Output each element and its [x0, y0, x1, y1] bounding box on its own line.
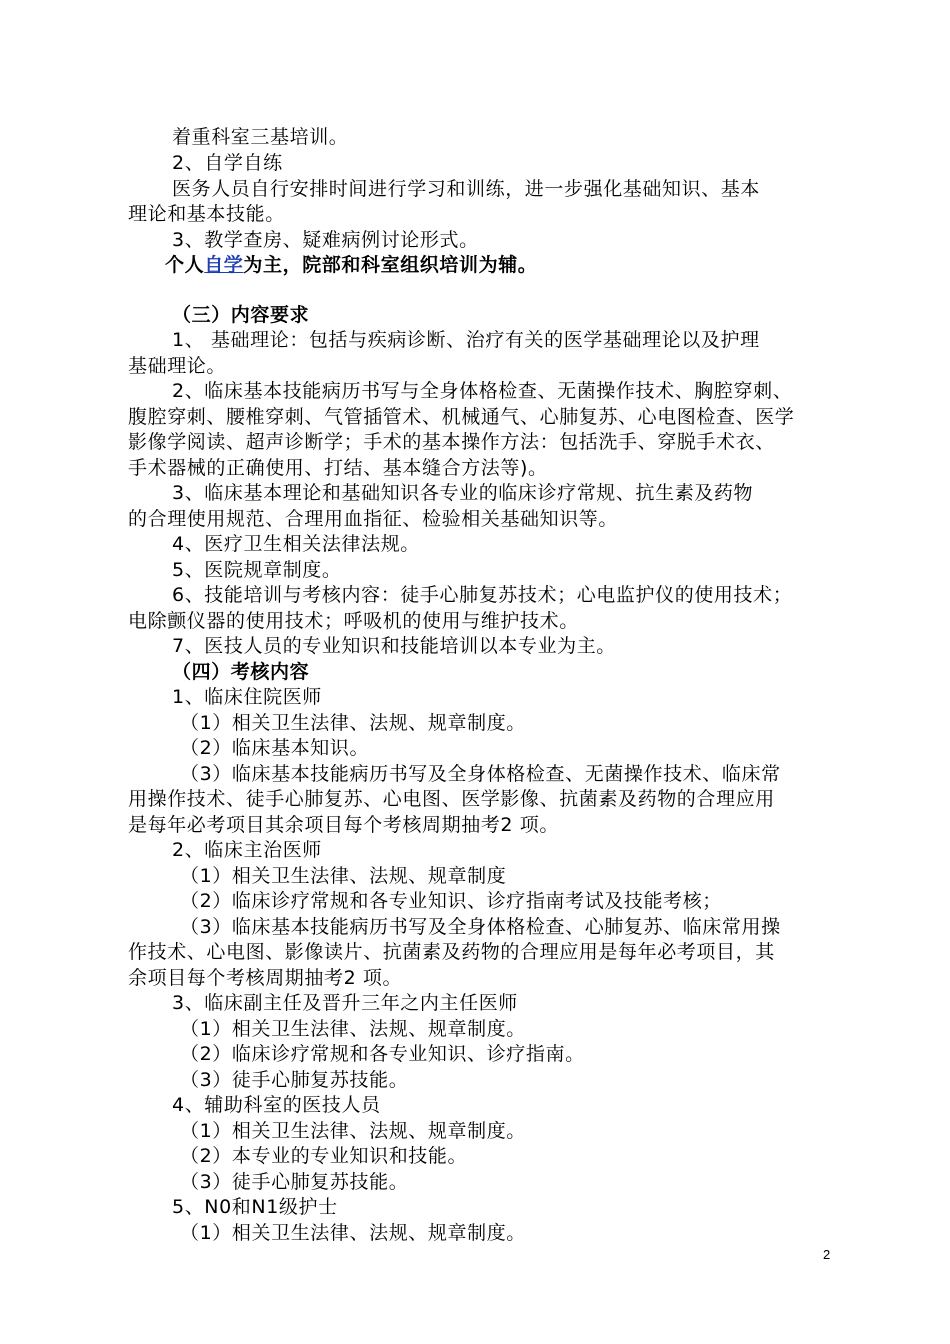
text-line: 1、 基础理论：包括与疾病诊断、治疗有关的医学基础理论以及护理	[172, 329, 760, 351]
text-line: （3）临床基本技能病历书写及全身体格检查、无菌操作技术、临床常	[180, 763, 781, 785]
text-line: （1）相关卫生法律、法规、规章制度	[180, 865, 507, 887]
text-line: （3）徒手心肺复苏技能。	[180, 1171, 409, 1193]
text-line: 着重科室三基培训。	[172, 126, 349, 148]
text-line: （3）徒手心肺复苏技能。	[180, 1069, 409, 1091]
text-line: （1）相关卫生法律、法规、规章制度。	[180, 1018, 526, 1040]
text-line: （2）本专业的专业知识和技能。	[180, 1145, 468, 1167]
text-line: 医务人员自行安排时间进行学习和训练，进一步强化基础知识、基本	[172, 178, 761, 200]
section-heading: （三）内容要求	[172, 304, 310, 326]
text-line: 电除颤仪器的使用技术；呼吸机的使用与维护技术。	[128, 610, 579, 632]
text-line: 3、教学查房、疑难病例讨论形式。	[172, 229, 479, 251]
text-line: 2、临床基本技能病历书写与全身体格检查、无菌操作技术、胸腔穿刺、	[172, 380, 793, 402]
text-line: 1、临床住院医师	[172, 686, 322, 708]
emphasis-line	[165, 253, 537, 277]
text-line: 4、医疗卫生相关法律法规。	[172, 533, 420, 555]
text-line: （1）相关卫生法律、法规、规章制度。	[180, 1120, 526, 1142]
text-line: 理论和基本技能。	[128, 203, 285, 225]
text-line: （2）临床诊疗常规和各专业知识、诊疗指南。	[180, 1043, 585, 1065]
text-line: 余项目每个考核周期抽考2 项。	[128, 967, 403, 989]
text-line: 5、N0和N1级护士	[172, 1196, 338, 1218]
text-line: 作技术、心电图、影像读片、抗菌素及药物的合理应用是每年必考项目，其	[128, 941, 775, 963]
section-heading: （四）考核内容	[172, 661, 310, 683]
text-line: （2）临床诊疗常规和各专业知识、诊疗指南考试及技能考核；	[180, 890, 722, 912]
text-line: 5、医院规章制度。	[172, 559, 342, 581]
self-study-link[interactable]: 自学	[204, 254, 244, 276]
text-line: 4、辅助科室的医技人员	[172, 1094, 381, 1116]
text-line: （2）临床基本知识。	[180, 737, 370, 759]
text-line: 的合理使用规范、合理用血指征、检验相关基础知识等。	[128, 508, 619, 530]
text-line: 用操作技术、徒手心肺复苏、心电图、医学影像、抗菌素及药物的合理应用	[128, 788, 775, 810]
emphasis-prefix: 个人	[165, 254, 205, 276]
text-line: 2、自学自练	[172, 152, 283, 174]
text-line: 是每年必考项目其余项目每个考核周期抽考2 项。	[128, 814, 559, 836]
text-line: （1）相关卫生法律、法规、规章制度。	[180, 1222, 526, 1244]
text-line: （1）相关卫生法律、法规、规章制度。	[180, 712, 526, 734]
emphasis-suffix: 为主，院部和科室组织培训为辅。	[243, 254, 538, 276]
text-line: 手术器械的正确使用、打结、基本缝合方法等)。	[128, 457, 548, 479]
text-line: 2、临床主治医师	[172, 839, 322, 861]
page-number: 2	[823, 1247, 831, 1262]
text-line: 腹腔穿刺、腰椎穿刺、气管插管术、机械通气、心肺复苏、心电图检查、医学	[128, 406, 795, 428]
text-line: 基础理论。	[128, 355, 227, 377]
text-line: 3、临床基本理论和基础知识各专业的临床诊疗常规、抗生素及药物	[172, 482, 754, 504]
text-line: 7、医技人员的专业知识和技能培训以本专业为主。	[172, 635, 616, 657]
text-line: （3）临床基本技能病历书写及全身体格检查、心肺复苏、临床常用操	[180, 916, 781, 938]
text-line: 6、技能培训与考核内容：徒手心肺复苏技术；心电监护仪的使用技术；	[172, 584, 793, 606]
text-line: 影像学阅读、超声诊断学；手术的基本操作方法：包括洗手、穿脱手术衣、	[128, 431, 775, 453]
text-line: 3、临床副主任及晋升三年之内主任医师	[172, 992, 518, 1014]
